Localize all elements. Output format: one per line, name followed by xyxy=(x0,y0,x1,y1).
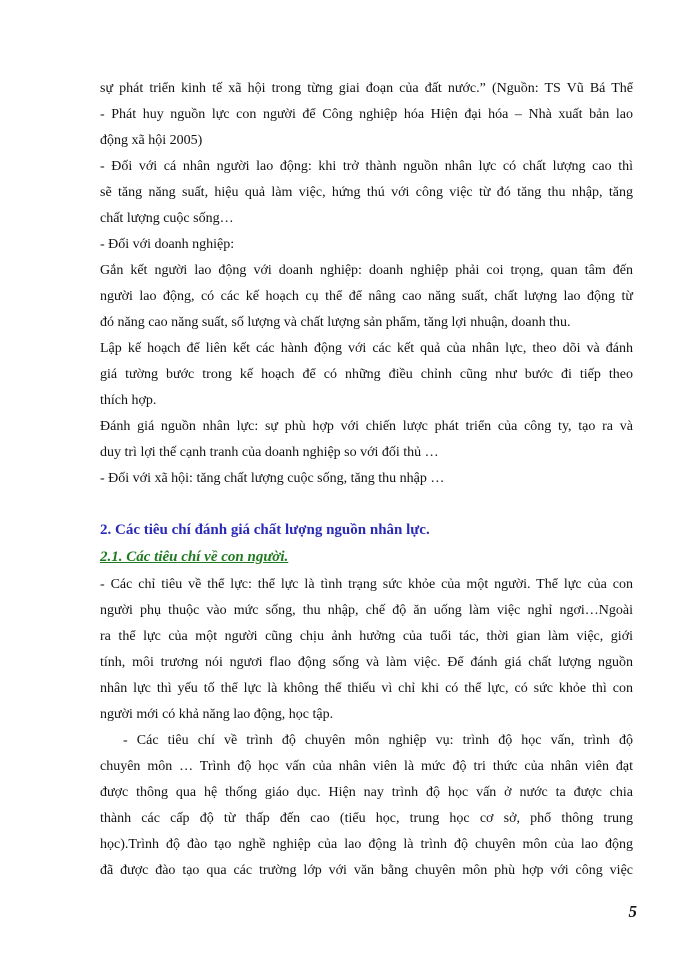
text-line: động xã hội 2005) xyxy=(100,133,203,148)
text-line: Đánh giá nguồn nhân lực: sự phù hợp với chiến lược phát triển của công ty, tạo ra và xyxy=(100,419,633,434)
subsection-heading: 2.1. Các tiêu chí về con người. xyxy=(100,549,289,565)
text-line: học).Trình độ đào tạo nghề nghiệp của lao động là trình độ chuyên môn của lao động xyxy=(100,837,633,852)
text-line: chuyên môn … Trình độ học vấn của nhân viên là mức độ tri thức của nhân viên đạt xyxy=(100,759,633,774)
page-number: 5 xyxy=(628,902,637,921)
text-line: người mới có khả năng lao động, học tập. xyxy=(100,707,334,722)
text-line: Gắn kết người lao động với doanh nghiệp: doanh nghiệp phải coi trọng, quan tâm đến xyxy=(100,263,633,278)
text-line: giá tường bước trong kế hoạch để có những điều chỉnh cũng như bước đi tiếp theo xyxy=(100,367,633,382)
text-line: đó năng cao năng suất, số lượng và chất lượng sản phẩm, tăng lợi nhuận, doanh thu. xyxy=(100,315,571,330)
text-line: người lao động, có các kế hoạch cụ thể để nâng cao năng suất, chất lượng lao động từ xyxy=(100,289,633,304)
text-line: nhân lực thì yếu tố thể lực là không thể thiếu vì chỉ khi có thể lực, có sức khỏe thì con xyxy=(100,681,633,696)
text-line: - Các chỉ tiêu về thể lực: thể lực là tình trạng sức khỏe của một người. Thể lực của con xyxy=(100,577,633,592)
text-line: chất lượng cuộc sống… xyxy=(100,211,234,226)
text-line: - Đối với doanh nghiệp: xyxy=(100,237,235,252)
text-line: được thông qua hệ thống giáo dục. Hiện nay trình độ học vấn ở nước ta được chia xyxy=(100,785,633,800)
text-line: thành các cấp độ từ thấp đến cao (tiểu học, trung học cơ sở, phổ thông trung xyxy=(100,811,633,826)
text-line: - Đối với xã hội: tăng chất lượng cuộc sống, tăng thu nhập … xyxy=(100,471,445,486)
text-line: duy trì lợi thế cạnh tranh của doanh nghiệp so với đối thủ … xyxy=(100,445,439,460)
text-line: thích hợp. xyxy=(100,393,157,408)
text-line: người phụ thuộc vào mức sống, thu nhập, chế độ ăn uống làm việc nghỉ ngơi…Ngoài xyxy=(100,603,633,618)
text-line: - Đối với cá nhân người lao động: khi trở thành nguồn nhân lực có chất lượng cao thì xyxy=(100,159,633,174)
text-line: tính, môi trương nói ngươi flao động sống và làm việc. Để đánh giá chất lượng nguồn xyxy=(100,655,633,670)
text-line: đã được đào tạo qua các trường lớp với văn bằng chuyên môn phù hợp với công việc xyxy=(100,863,633,878)
text-line: - Các tiêu chí về trình độ chuyên môn nghiệp vụ: trình độ học vấn, trình độ xyxy=(123,733,633,748)
text-line: sự phát triển kinh tế xã hội trong từng giai đoạn của đất nước.” (Nguồn: TS Vũ Bá Thể xyxy=(100,81,633,96)
text-line: Lập kế hoạch để liên kết các hành động với các kết quả của nhân lực, theo dõi và đánh xyxy=(100,341,633,356)
section-heading: 2. Các tiêu chí đánh giá chất lượng nguồn nhân lực. xyxy=(100,522,430,538)
text-line: sẽ tăng năng suất, hiệu quả làm việc, hứng thú với công việc từ đó tăng thu nhập, tăng xyxy=(100,185,633,200)
text-line: ra thể lực của một người cũng chịu ảnh hưởng của tuổi tác, thời gian làm việc, giới xyxy=(100,629,633,644)
text-line: - Phát huy nguồn lực con người để Công nghiệp hóa Hiện đại hóa – Nhà xuất bản lao xyxy=(100,107,633,122)
